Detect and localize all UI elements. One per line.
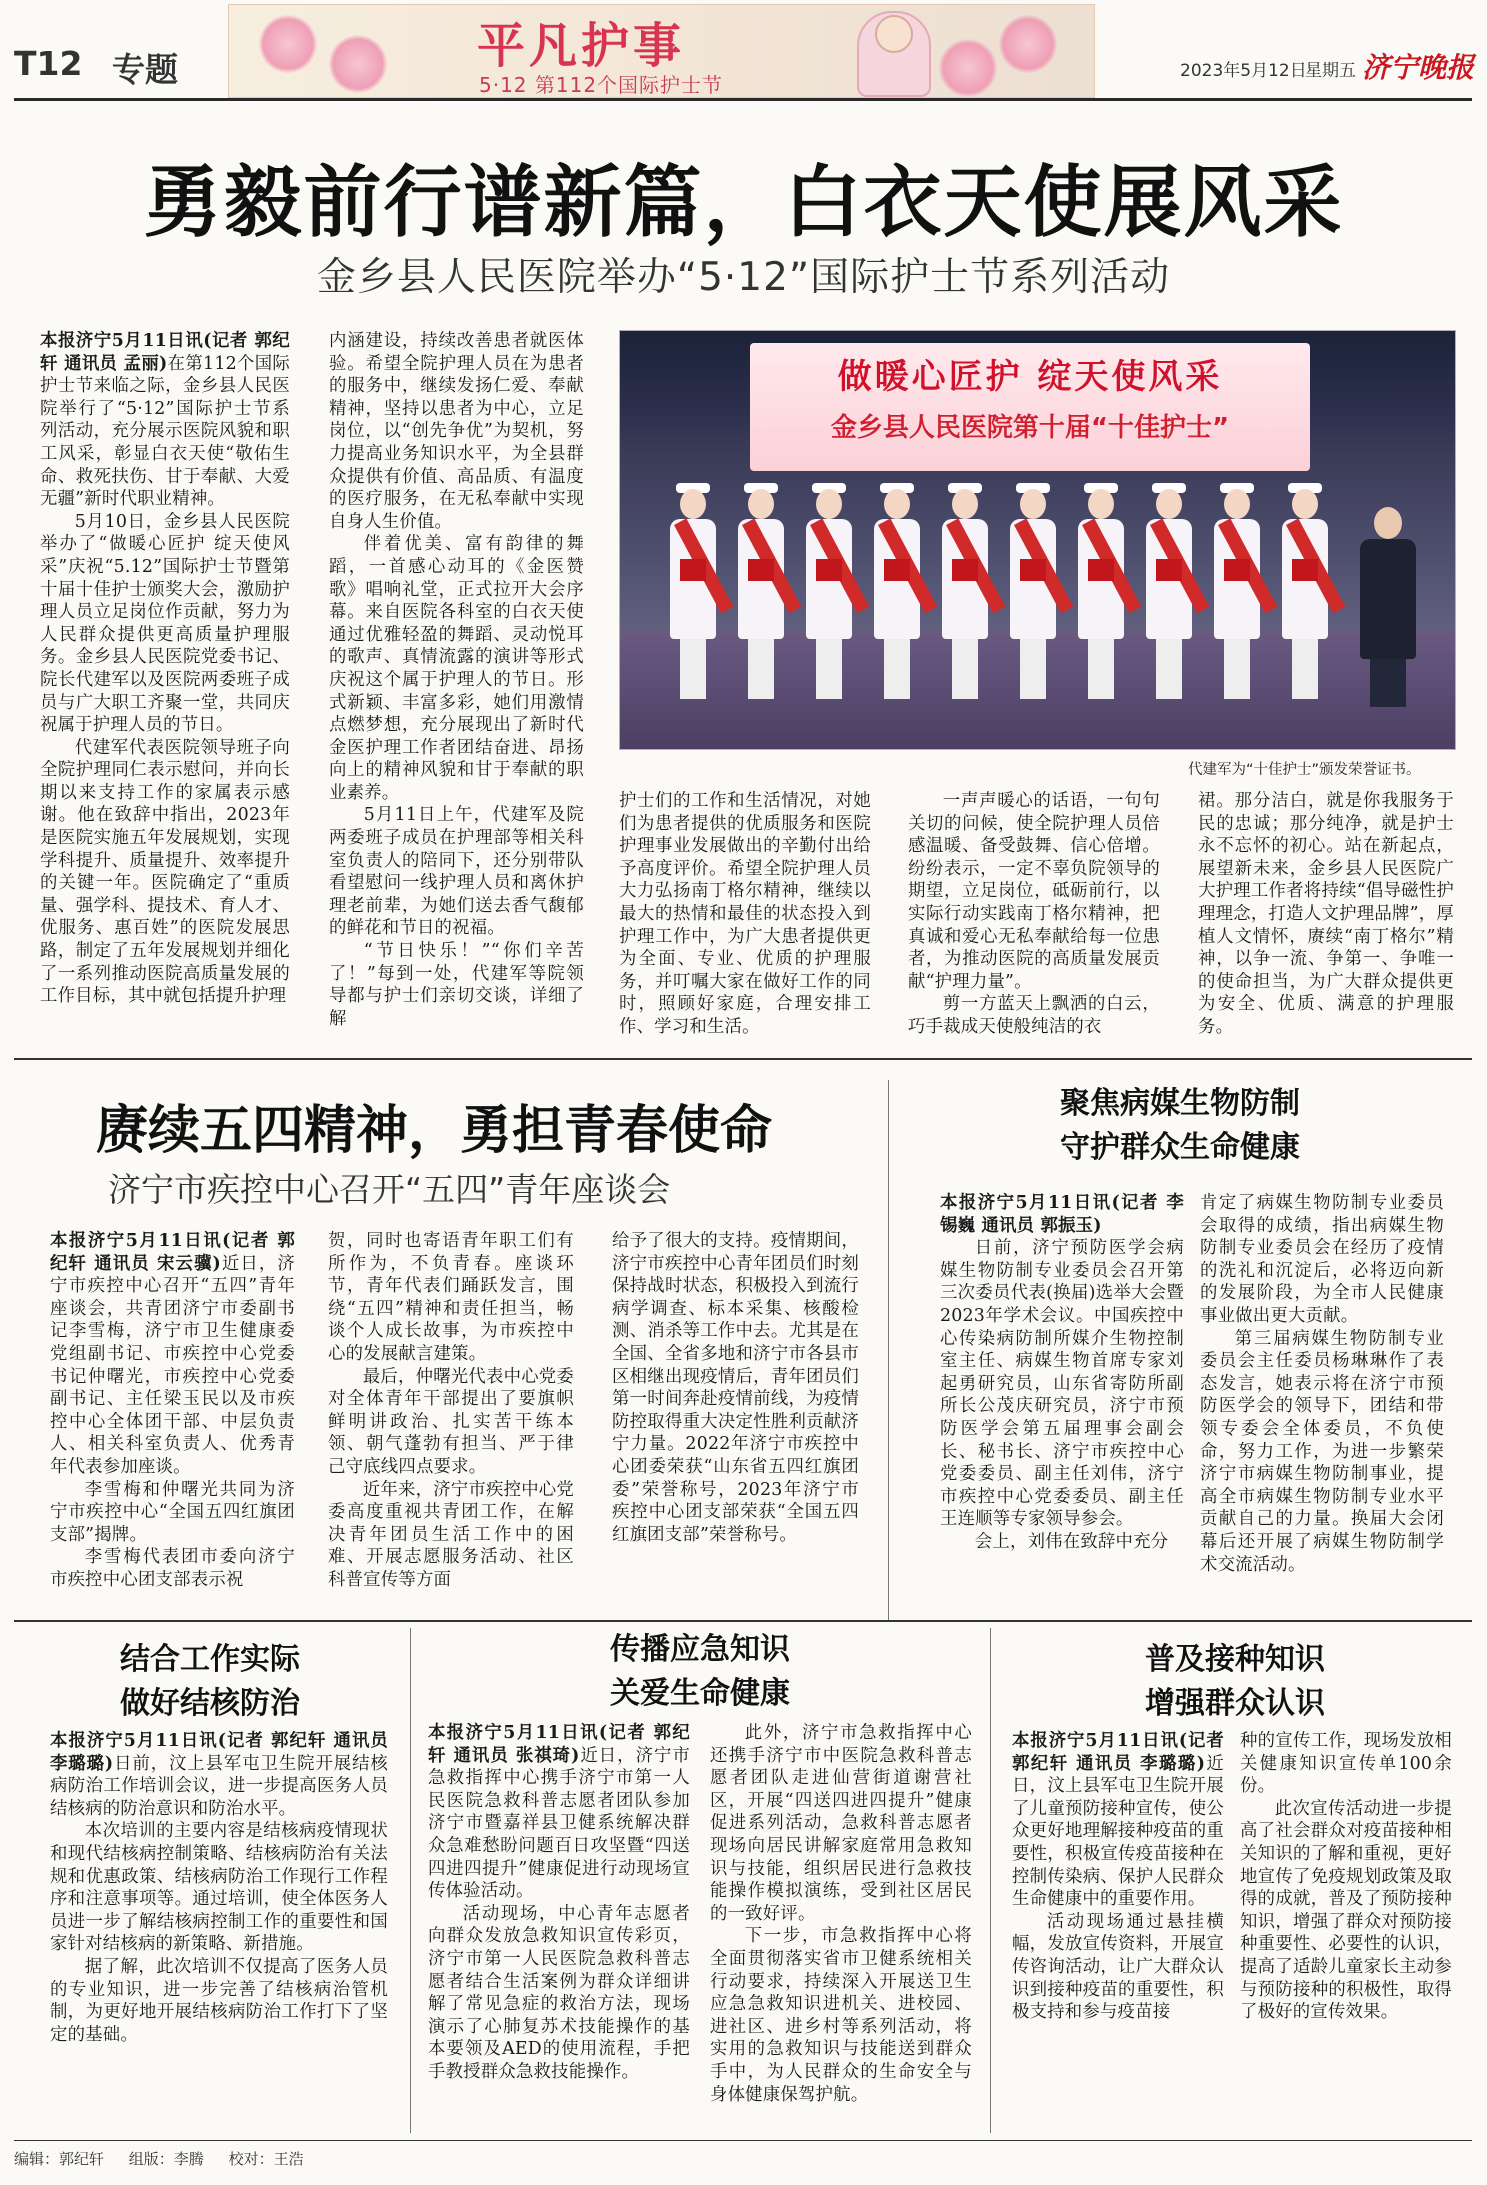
article6-headline-line1: 普及接种知识 [1145, 1642, 1325, 1677]
article2-paragraph: 近日，济宁市疾控中心召开“五四”青年座谈会，共青团济宁市委副书记李雪梅，济宁市卫生健康委党组副书记、市疾控中心党委书记仲曙光，市疾控中心党委副书记、主任梁玉民以及市疾控中心全体团干部、中层负责人、相关科室负责人、优秀青年代表参加座谈。 [50, 1253, 295, 1477]
nurse-figure [1282, 489, 1328, 699]
nurse-figure [1010, 489, 1056, 699]
article5-headline-line2: 关爱生命健康 [610, 1676, 790, 1711]
article6-paragraph: 种的宣传工作，现场发放相关健康知识宣传单100余份。 [1240, 1731, 1452, 1797]
article1-paragraph: 一声声暖心的话语，一句句关切的问候，使全院护理人员倍感温暖、备受鼓舞、信心倍增。纷纷表示，一定不辜负院领导的期望，立足岗位，砥砺前行，以实际行动实践南丁格尔精神，把真诚和爱心无私奉献给每一位患者，为推动医院的高质量发展贡献“护理力量”。 [908, 791, 1160, 992]
article6-headline-line2: 增强群众认识 [1145, 1686, 1325, 1721]
newspaper-logo: 济宁晚报 [1362, 51, 1475, 84]
article4-headline-line2: 做好结核防治 [120, 1686, 300, 1721]
article3-column-2 [1200, 1192, 1444, 1576]
article5-dateline: 本报济宁5月11日讯(记者 郭纪轩 通讯员 张祺琦) [428, 1723, 690, 1766]
article6-paragraph: 活动现场通过悬挂横幅，发放宣传资料，开展宣传咨询活动，让广大群众认识到接种疫苗的重要性，积极支持和参与疫苗接 [1012, 1911, 1224, 2023]
article5-headline [420, 1628, 980, 1716]
article2-subheadline: 济宁市疾控中心召开“五四”青年座谈会 [108, 1170, 671, 1209]
article3-headline-line1: 聚焦病媒生物防制 [1060, 1086, 1300, 1121]
column-divider [888, 1080, 889, 1620]
article4-paragraph: 本次培训的主要内容是结核病疫情现状和现代结核病控制策略、结核病防治有关法规和优惠政策、结核病防治工作现行工作程序和注意事项等。通过培训，使全体医务人员进一步了解结核病控制工作的重要性和国家针对结核病的新策略、新措施。 [50, 1821, 388, 1955]
article5-column-1 [428, 1722, 690, 2084]
article2-paragraph: 李雪梅代表团市委向济宁市疾控中心团支部表示祝 [50, 1547, 295, 1590]
article3-paragraph: 肯定了病媒生物防制专业委员会取得的成绩，指出病媒生物防制专业委员会在经历了疫情的洗礼和沉淀后，必将迈向新的发展阶段，为全市人民健康事业做出更大贡献。 [1200, 1193, 1444, 1326]
article2-headline: 赓续五四精神，勇担青春使命 [96, 1100, 773, 1161]
header-rule [14, 98, 1472, 101]
nurse-head-icon [875, 15, 913, 53]
article2-paragraph: 贺，同时也寄语青年职工们有所作为，不负青春。座谈环节，青年代表们踊跃发言，围绕“五四”精神和责任担当，畅谈个人成长故事，为市疾控中心的发展献言建策。 [328, 1231, 574, 1364]
article2-paragraph: 给予了很大的支持。疫情期间，济宁市疾控中心青年团员们时刻保持战时状态，积极投入到流行病学调查、标本采集、核酸检测、消杀等工作中去。尤其是在全国、全省多地和济宁市各县市区相继出现疫情后，青年团员们第一时间奔赴疫情前线，为疫情防控取得重大决定性胜利贡献济宁力量。2022年济宁市疾控中心团委荣获“山东省五四红旗团委”荣誉称号，2023年济宁市疾控中心团支部荣获“全国五四红旗团支部”荣誉称号。 [612, 1231, 859, 1545]
column-divider [990, 1628, 991, 2133]
article1-headline: 勇毅前行谱新篇，白衣天使展风采 [143, 157, 1344, 248]
article5-column-2 [710, 1722, 972, 2106]
article3-paragraph: 第三届病媒生物防制专业委员会主任委员杨琳琳作了表态发言，她表示将在济宁市预防医学会的领导下，团结和带领专委会全体委员，不负使命，努力工作，为进一步繁荣济宁市病媒生物防制事业，提高全市病媒生物防制专业水平贡献自己的力量。换届大会闭幕后还开展了病媒生物防制学术交流活动。 [1200, 1328, 1444, 1575]
footer-proof: 校对：王浩 [228, 2150, 304, 2168]
footer-layout: 组版：李腾 [128, 2150, 204, 2168]
article3-headline-line2: 守护群众生命健康 [1060, 1130, 1300, 1165]
article5-paragraph: 此外，济宁市急救指挥中心还携手济宁市中医院急救科普志愿者团队走进仙营街道谢营社区，开展“四送四进四提升”健康促进系列活动，急救科普志愿者现场向居民讲解家庭常用急救知识与技能，组织居民进行急救技能操作模拟演练，受到社区居民的一致好评。 [710, 1723, 972, 1924]
article4-headline-line1: 结合工作实际 [120, 1642, 300, 1677]
hospital-director-figure [1360, 507, 1416, 707]
article3-paragraph: 会上，刘伟在致辞中充分 [974, 1531, 1169, 1552]
photo-caption: 代建军为“十佳护士”颁发荣誉证书。 [1188, 762, 1421, 778]
issue-weekday: 星期五 [1305, 61, 1356, 81]
article2-column-2 [328, 1230, 574, 1592]
article1-column-1 [40, 330, 290, 1008]
nurse-figure [1078, 489, 1124, 699]
article4-dateline: 本报济宁5月11日讯(记者 郭纪轩 通讯员 李璐璐) [50, 1731, 388, 1774]
article1-paragraph: 伴着优美、富有韵律的舞蹈，一首感心动耳的《金医赞歌》唱响礼堂，正式拉开大会序幕。来自医院各科室的白衣天使通过优雅轻盈的舞蹈、灵动悦耳的歌声、真情流露的演讲等形式庆祝这个属于护理人的节日。形式新颖、丰富多彩，她们用激情点燃梦想，充分展现出了新时代金医护理工作者团结奋进、昂扬向上的精神风貌和甘于奉献的职业素养。 [329, 534, 584, 803]
nurse-figure [738, 489, 784, 699]
nurse-figure [1214, 489, 1260, 699]
article1-column-3 [619, 790, 871, 1039]
section-divider [14, 1058, 1472, 1060]
article5-paragraph: 近日，济宁市急救指挥中心携手济宁市第一人民医院急救科普志愿者团队参加济宁市暨嘉祥县卫健系统解决群众急难愁盼问题百日攻坚暨“四送四进四提升”健康促进行动现场宣传体验活动。 [428, 1745, 690, 1902]
stage-screen-title: 金乡县人民医院第十届“十佳护士” [830, 413, 1230, 443]
article6-column-2 [1240, 1730, 1452, 2024]
article1-dateline: 本报济宁5月11日讯(记者 郭纪轩 通讯员 孟丽) [40, 331, 290, 374]
article4-paragraph: 据了解，此次培训不仅提高了医务人员的专业知识，进一步完善了结核病治管机制，为更好地开展结核病防治工作打下了坚定的基础。 [50, 1956, 388, 2045]
nurse-figure [942, 489, 988, 699]
article1-paragraph: 内涵建设，持续改善患者就医体验。希望全院护理人员在为患者的服务中，继续发扬仁爱、奉献精神，坚持以患者为中心，立足岗位，以“创先争优”为契机，努力提高业务知识水平，为全县群众提供有价值、高品质、有温度的医疗服务，在无私奉献中实现自身人生价值。 [329, 331, 584, 532]
article2-dateline: 本报济宁5月11日讯(记者 郭纪轩 通讯员 宋云骥) [50, 1231, 295, 1274]
article5-headline-line1: 传播应急知识 [610, 1632, 790, 1667]
stage-screen-slogan: 做暖心匠护 绽天使风采 [837, 357, 1223, 397]
award-ceremony-photo [619, 330, 1456, 750]
article2-paragraph: 近年来，济宁市疾控中心党委高度重视共青团工作，在解决青年团员生活工作中的困难、开展志愿服务活动、社区科普宣传等方面 [328, 1479, 574, 1590]
nurse-figure [1146, 489, 1192, 699]
section-label: 专题 [112, 50, 178, 89]
flower-decoration-icon [259, 15, 317, 73]
footer-editor: 编辑：郭纪轩 [14, 2150, 105, 2168]
article6-column-1 [1012, 1730, 1224, 2024]
stage-screen [750, 343, 1310, 471]
article4-body [50, 1730, 388, 2046]
banner-title: 平凡护事 [477, 18, 686, 74]
festival-banner [228, 4, 1095, 98]
article1-subheadline: 金乡县人民医院举办“5·12”国际护士节系列活动 [316, 255, 1171, 300]
article1-paragraph: 5月11日上午，代建军及院两委班子成员在护理部等相关科室负责人的陪同下，还分别带队看望慰问一线护理人员和离休护理老前辈，为她们送去香气馥郁的鲜花和节日的祝福。 [329, 805, 584, 939]
article2-paragraph: 最后，仲曙光代表中心党委对全体青年干部提出了要旗帜鲜明讲政治、扎实苦干练本领、朝气蓬勃有担当、严于律己守底线四点要求。 [328, 1366, 574, 1477]
banner-subtitle: 5·12 第112个国际护士节 [479, 73, 724, 97]
article1-paragraph: 5月10日，金乡县人民医院举办了“做暖心匠护 绽天使风采”庆祝“5.12”国际护士节暨第十届十佳护士颁奖大会，激励护理人员立足岗位作贡献，努力为人民群众提供更高质量护理服务。金乡县人民医院党委书记、院长代建军以及医院两委班子成员与广大职工齐聚一堂，共同庆祝属于护理人员的节日。 [40, 511, 290, 736]
flower-decoration-icon [329, 35, 387, 93]
article1-column-2 [329, 330, 584, 1030]
article3-column-1 [940, 1192, 1184, 1554]
footer-rule [14, 2140, 1472, 2141]
article3-headline [900, 1082, 1460, 1170]
column-divider [410, 1628, 411, 2133]
article2-paragraph: 李雪梅和仲曙光共同为济宁市疾控中心“全国五四红旗团支部”揭牌。 [50, 1479, 295, 1545]
flower-decoration-icon [999, 15, 1057, 73]
article3-paragraph: 日前，济宁预防医学会病媒生物防制专业委员会召开第三次委员代表(换届)选举大会暨2023年学术会议。中国疾控中心传染病防制所媒介生物控制室主任、病媒生物首席专家刘起勇研究员，山东省寄防所副所长公茂庆研究员，济宁市预防医学会第五届理事会副会长、秘书长、济宁市疾控中心党委委员、副主任刘伟，济宁市疾控中心党委委员、副主任王连顺等专家领导参会。 [940, 1238, 1184, 1530]
article6-dateline: 本报济宁5月11日讯(记者 郭纪轩 通讯员 李璐璐) [1012, 1731, 1224, 1774]
nurse-figure [874, 489, 920, 699]
footer-credits [14, 2148, 324, 2169]
article5-paragraph: 下一步，市急救指挥中心将全面贯彻落实省市卫健系统相关行动要求，持续深入开展送卫生应急急救知识进机关、进校园、进社区、进乡村等系列活动，将实用的急救知识与技能送到群众手中，为人民群众的生命安全与身体健康保驾护航。 [710, 1926, 972, 2105]
article1-paragraph: 剪一方蓝天上飘洒的白云，巧手裁成天使般纯洁的衣 [908, 994, 1160, 1037]
article2-column-3 [612, 1230, 859, 1546]
article4-paragraph: 日前，汶上县军屯卫生院开展结核病防治工作培训会议，进一步提高医务人员结核病的防治意识和防治水平。 [50, 1753, 388, 1819]
article2-column-1 [50, 1230, 295, 1592]
article1-paragraph: 护士们的工作和生活情况，对她们为患者提供的优质服务和医院护理事业发展做出的辛勤付出给予高度评价。希望全院护理人员大力弘扬南丁格尔精神，继续以最大的热情和最佳的状态投入到护理工作中，为广大患者提供更为全面、专业、优质的护理服务，并叮嘱大家在做好工作的同时，照顾好家庭，合理安排工作、学习和生活。 [619, 791, 871, 1037]
article3-dateline: 本报济宁5月11日讯(记者 李锡巍 通讯员 郭振玉) [940, 1193, 1184, 1236]
article1-paragraph: “节日快乐！”“你们辛苦了！”每到一处，代建军等院领导都与护士们亲切交谈，详细了解 [329, 941, 584, 1029]
article1-paragraph: 代建军代表医院领导班子向全院护理同仁表示慰问，并向长期以来支持工作的家属表示感谢。他在致辞中指出，2023年是医院实施五年发展规划，实现学科提升、质量提升、效率提升的关键一年。医院确定了“重质量、强学科、提技术、育人才、优服务、惠百姓”的医院发展思路，制定了五年发展规划并细化了一系列推动医院高质量发展的工作目标，其中就包括提升护理 [40, 737, 290, 1007]
issue-date: 2023年5月12日 [1180, 61, 1307, 81]
article6-paragraph: 近日，汶上县军屯卫生院开展了儿童预防接种宣传，使公众更好地理解接种疫苗的重要性，积极宣传疫苗接种在控制传染病、保护人民群众生命健康中的重要作用。 [1012, 1753, 1224, 1910]
article1-paragraph: 裙。那分洁白，就是你我服务于民的忠诚；那分纯净，就是护士永不忘怀的初心。站在新起点，展望新未来，金乡县人民医院广大护理工作者将持续“倡导磁性护理理念，打造人文护理品牌”，厚植人文情怀，赓续“南丁格尔”精神，以争一流、争第一、争唯一的使命担当，为广大群众提供更为安全、优质、满意的护理服务。 [1198, 791, 1454, 1037]
article1-paragraph: 在第112个国际护士节来临之际，金乡县人民医院举行了“5·12”国际护士节系列活动，充分展示医院风貌和职工风采，彰显白衣天使“敬佑生命、救死扶伤、甘于奉献、大爱无疆”新时代职业精神。 [40, 353, 291, 510]
nurse-figure [806, 489, 852, 699]
nurse-figure [670, 489, 716, 699]
article1-column-4 [908, 790, 1160, 1039]
article1-column-5 [1198, 790, 1454, 1039]
page-number: T12 [14, 44, 83, 83]
article5-paragraph: 活动现场，中心青年志愿者向群众发放急救知识宣传彩页，济宁市第一人民医院急救科普志愿者结合生活案例为群众详细讲解了常见急症的救治方法，现场演示了心肺复苏术技能操作的基本要领及AED的使用流程，手把手教授群众急救技能操作。 [428, 1903, 690, 2082]
article4-headline [40, 1638, 380, 1726]
flower-decoration-icon [939, 39, 997, 97]
article6-headline [1000, 1638, 1470, 1726]
article6-paragraph: 此次宣传活动进一步提高了社会群众对疫苗接种相关知识的了解和重视，更好地宣传了免疫规划政策及取得的成就，普及了预防接种知识，增强了群众对预防接种重要性、必要性的认识，提高了适龄儿童家长主动参与预防接种的积极性，取得了极好的宣传效果。 [1240, 1798, 1452, 2023]
section-divider [14, 1620, 1472, 1622]
